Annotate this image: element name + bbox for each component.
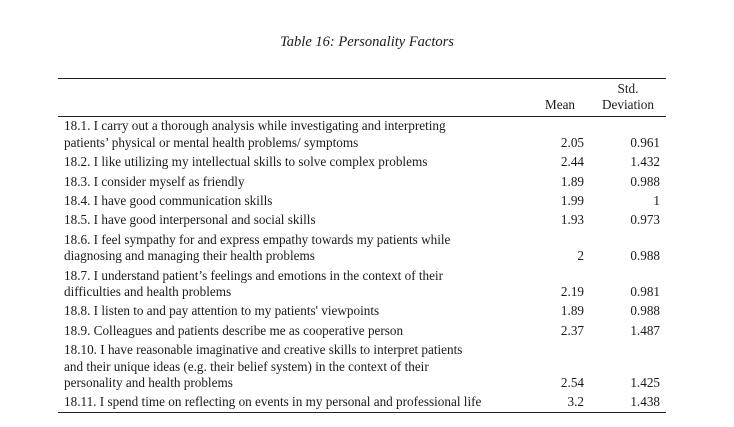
- std-deviation-cell: 1.432: [630, 154, 660, 170]
- mean-cell: 2: [577, 248, 584, 264]
- item-cell: [58, 266, 530, 302]
- item-cell: [58, 116, 530, 152]
- table-row: [58, 191, 666, 210]
- item-cell: [58, 321, 530, 340]
- mean-cell: 2.54: [560, 375, 584, 390]
- item-text-line: 18.11. I spend time on reflecting on events in my personal and professional life: [64, 394, 482, 410]
- item-text-line: 18.2. I like utilizing my intellectual skills to solve complex problems: [64, 154, 428, 170]
- header-item: [58, 79, 530, 117]
- item-text-line: 18.9. Colleagues and patients describe me as cooperative person: [64, 322, 404, 338]
- header-std-deviation: [590, 79, 666, 117]
- std-deviation-cell: 0.988: [630, 248, 660, 264]
- header-mean: Mean: [530, 79, 590, 117]
- std-deviation-cell: 1: [653, 192, 660, 208]
- table-row: [58, 266, 666, 302]
- item-text-line: 18.7. I understand patient’s feelings and emotions in the context of their: [64, 267, 444, 283]
- item-cell: [58, 302, 530, 321]
- item-cell: [58, 172, 530, 191]
- item-cell: [58, 341, 530, 393]
- table-row: [58, 393, 666, 413]
- item-text-line: and their unique ideas (e.g. their belief system) in the context of their: [64, 358, 429, 374]
- item-text-line: 18.6. I feel sympathy for and express empathy towards my patients while: [64, 231, 451, 247]
- std-deviation-cell: 0.973: [630, 212, 660, 228]
- item-text-line: diagnosing and managing their health problems: [64, 248, 315, 264]
- item-text-line: difficulties and health problems: [64, 283, 232, 299]
- table-row: [58, 321, 666, 340]
- item-text-line: personality and health problems: [64, 375, 233, 390]
- table-row: [58, 153, 666, 172]
- table-row: [58, 116, 666, 152]
- item-text-line: 18.10. I have reasonable imaginative and creative skills to interpret patients: [64, 342, 463, 358]
- item-cell: [58, 211, 530, 230]
- table-header-row: [58, 79, 666, 117]
- std-deviation-cell: 0.961: [630, 134, 660, 150]
- item-text-line: 18.5. I have good interpersonal and social skills: [64, 212, 316, 228]
- header-std-line2: Deviation: [601, 97, 654, 113]
- table-caption: Table 16: Personality Factors: [280, 34, 454, 50]
- mean-cell: 2.37: [560, 322, 584, 338]
- item-cell: [58, 230, 530, 266]
- mean-cell: 1.89: [560, 303, 584, 319]
- std-deviation-cell: 1.438: [590, 393, 666, 413]
- table-row: [58, 211, 666, 230]
- mean-cell: 1.99: [560, 192, 584, 208]
- std-deviation-cell: 0.988: [630, 303, 660, 319]
- mean-cell: 1.89: [560, 173, 584, 189]
- table-row: [58, 341, 666, 393]
- item-cell: [58, 153, 530, 172]
- std-deviation-cell: 0.988: [630, 173, 660, 189]
- mean-cell: 3.2: [530, 393, 590, 413]
- table-row: [58, 230, 666, 266]
- header-std-line1: Std.: [617, 81, 639, 96]
- item-cell: [58, 393, 530, 413]
- std-deviation-cell: 1.425: [630, 375, 660, 390]
- personality-factors-table: [58, 78, 666, 413]
- personality-factors-table-wrapper: [58, 78, 666, 413]
- item-text-line: 18.8. I listen to and pay attention to my patients' viewpoints: [64, 303, 380, 319]
- item-text-line: 18.4. I have good communication skills: [64, 192, 273, 208]
- item-cell: [58, 191, 530, 210]
- std-deviation-cell: 1.487: [630, 322, 660, 338]
- item-text-line: 18.1. I carry out a thorough analysis while investigating and interpreting: [64, 118, 446, 134]
- std-deviation-cell: 0.981: [630, 283, 660, 299]
- mean-cell: 2.05: [560, 134, 584, 150]
- mean-cell: 2.44: [560, 154, 584, 170]
- table-row: [58, 302, 666, 321]
- item-text-line: 18.3. I consider myself as friendly: [64, 173, 245, 189]
- item-text-line: patients’ physical or mental health problems/ symptoms: [64, 134, 359, 150]
- table-body: [58, 116, 666, 413]
- table-row: [58, 172, 666, 191]
- mean-cell: 1.93: [560, 212, 584, 228]
- mean-cell: 2.19: [560, 283, 584, 299]
